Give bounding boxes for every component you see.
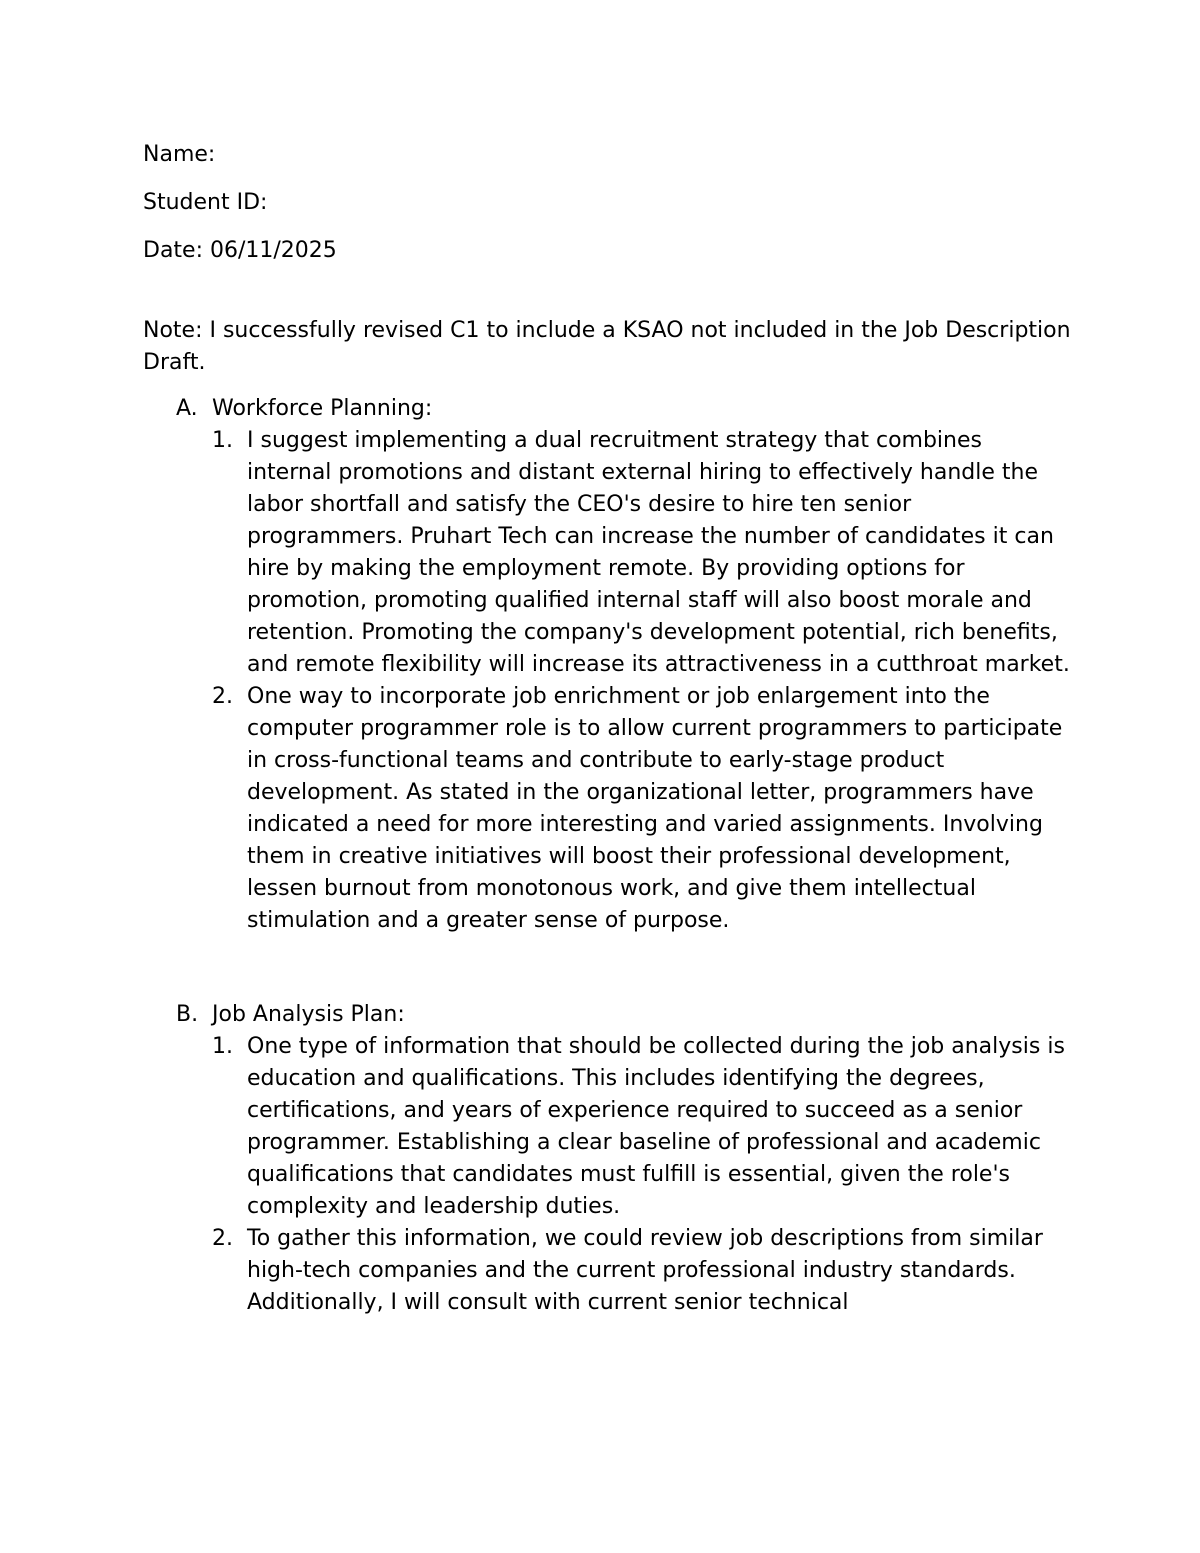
- section-marker: A.: [176, 396, 198, 421]
- name-label: Name:: [143, 142, 216, 167]
- section-title: Workforce Planning:: [212, 396, 433, 421]
- section-job-analysis-plan: [143, 999, 1073, 1319]
- section-title: Job Analysis Plan:: [212, 1002, 405, 1027]
- list-item: [212, 1223, 1073, 1319]
- item-text: One type of information that should be collected during the job analysis is education and qualifications. This includes identifying the degrees, certifications, and years of experience required to succeed as a senior programmer. Establishing a clear baseline of professional and academic qualifications that candidates must fulfill is essential, given the role's complexity and leadership duties.: [247, 1034, 1065, 1219]
- section-items: [212, 425, 1073, 937]
- list-item: [212, 425, 1073, 681]
- item-marker: 1.: [212, 1034, 233, 1059]
- item-marker: 2.: [212, 684, 233, 709]
- item-marker: 2.: [212, 1226, 233, 1251]
- item-text: To gather this information, we could review job descriptions from similar high-tech companies and the current professional industry standards. Additionally, I will consult with current senior technical: [247, 1226, 1043, 1315]
- item-text: One way to incorporate job enrichment or job enlargement into the computer programmer role is to allow current programmers to participate in cross-functional teams and contribute to early-stage product development. As stated in the organizational letter, programmers have indicated a need for more interesting and varied assignments. Involving them in creative initiatives will boost their professional development, lessen burnout from monotonous work, and give them intellectual stimulation and a greater sense of purpose.: [247, 684, 1063, 933]
- list-item: [212, 681, 1073, 937]
- section-items: [212, 1031, 1073, 1319]
- document-page: [143, 139, 1073, 1319]
- section-marker: B.: [176, 1002, 199, 1027]
- date-line: Date: 06/11/2025: [143, 238, 337, 263]
- student-id-label: Student ID:: [143, 190, 268, 215]
- revision-note: Note: I successfully revised C1 to include a KSAO not included in the Job Description Draft.: [143, 318, 1071, 375]
- item-marker: 1.: [212, 428, 233, 453]
- item-text: I suggest implementing a dual recruitment strategy that combines internal promotions and distant external hiring to effectively handle the labor shortfall and satisfy the CEO's desire to hire ten senior programmers. Pruhart Tech can increase the number of candidates it can hire by making the employment remote. By providing options for promotion, promoting qualified internal staff will also boost morale and retention. Promoting the company's development potential, rich benefits, and remote flexibility will increase its attractiveness in a cutthroat market.: [247, 428, 1070, 677]
- list-item: [212, 1031, 1073, 1223]
- section-workforce-planning: [143, 393, 1073, 937]
